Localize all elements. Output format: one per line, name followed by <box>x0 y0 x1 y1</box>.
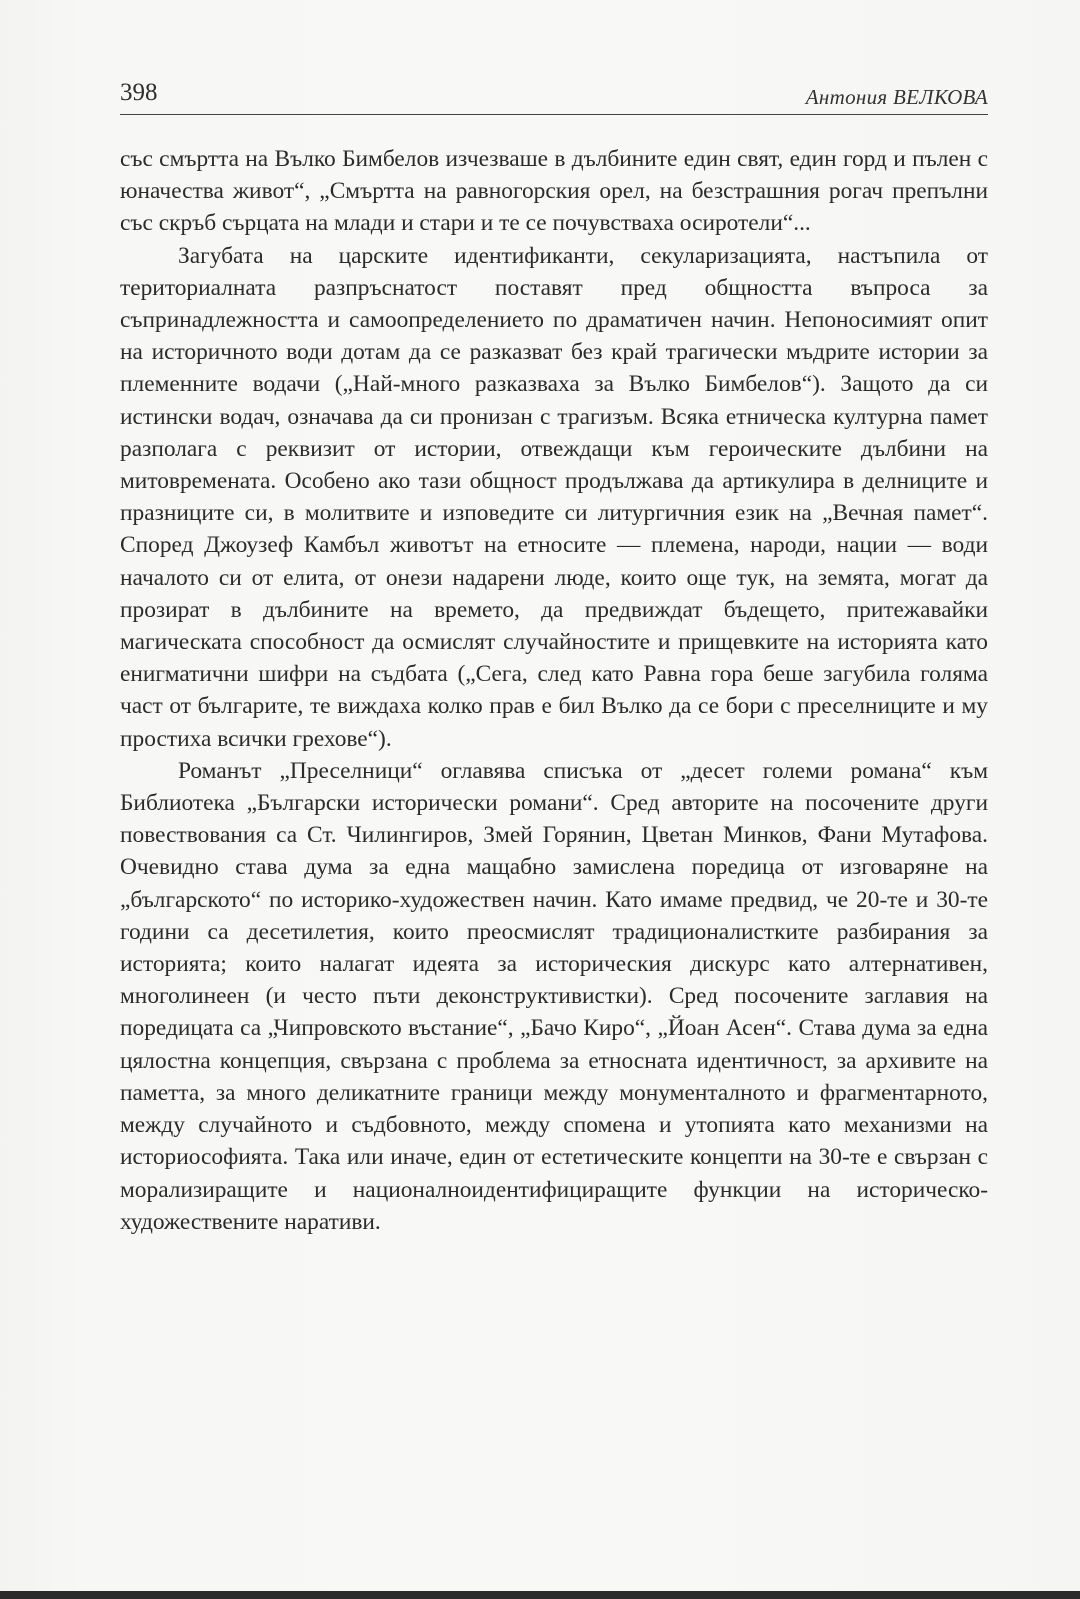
paragraph-continuation: със смъртта на Вълко Бимбелов изчезваше в дълбините един свят, един горд и пълен с юначества живот“, „Смъртта на равногорския орел, на безстрашния рогач препълни със скръб сърцата на млади и стари и те се почувстваха осиротели“... <box>120 146 988 237</box>
header-rule <box>120 114 988 115</box>
paragraph: Романът „Преселници“ оглавява списъка от „десет големи романа“ към Библиотека „Български исторически романи“. Сред авторите на посочените други повествования са Ст. Чилингиров, Змей Горянин, Цветан Минков, Фани Мутафова. Очевидно става дума за една мащабно замислена поредица от изговаряне на „българското“ по историко-художествен начин. Като имаме предвид, че 20-те и 30-те години са десетилетия, които преосмислят традиционалистките разбирания за историята; които налагат идеята за историческия дискурс като алтернативен, многолинеен (и често пъти деконструктивистки). Сред посочените заглавия на поредицата са „Чипровското въстание“, „Бачо Киро“, „Йоан Асен“. Става дума за една цялостна концепция, свързана с проблема за етносната идентичност, за архивите на паметта, за много деликатните граници между монументалното и фрагментарното, между случайното и съдбовното, между спомена и утопията като механизми на историософията. Така или иначе, един от естетическите концепти на 30-те е свързан с морализиращите и националноидентифициращите функции на историческо-художествените наративи. <box>120 757 988 1235</box>
scan-edge <box>0 1591 1080 1599</box>
page-number: 398 <box>120 79 158 106</box>
running-head-author: Антония ВЕЛКОВА <box>805 85 988 109</box>
page-header <box>120 78 988 118</box>
body-text <box>120 143 988 1238</box>
paragraph: Загубата на царските идентификанти, секуларизацията, настъпила от териториалната разпръснатост поставят пред общността въпроса за съпринадлежността и самоопределението по драматичен начин. Непоносимият опит на историчното води дотам да се разказват без край трагически мъдрите истории за племенните водачи („Най-много разказваха за Вълко Бимбелов“). Защото да си истински водач, означава да си пронизан с трагизъм. Всяка етническа културна памет разполага с реквизит от истории, отвеждащи към героическите дълбини на митовремената. Особено ако тази общност продължава да артикулира в делниците и празниците си, в молитвите и изповедите си литургичния език на „Вечная памет“. Според Джоузеф Камбъл животът на етносите — племена, народи, нации — води началото си от елита, от онези надарени люде, които още тук, на земята, могат да прозират в дълбините на времето, да предвиждат бъдещето, притежавайки магическата способност да осмислят случайностите и прищевките на историята като енигматични шифри на съдбата („Сега, след като Равна гора беше загубила голяма част от българите, те виждаха колко прав е бил Вълко да се бори с преселниците и му простиха всички грехове“). <box>120 242 988 752</box>
